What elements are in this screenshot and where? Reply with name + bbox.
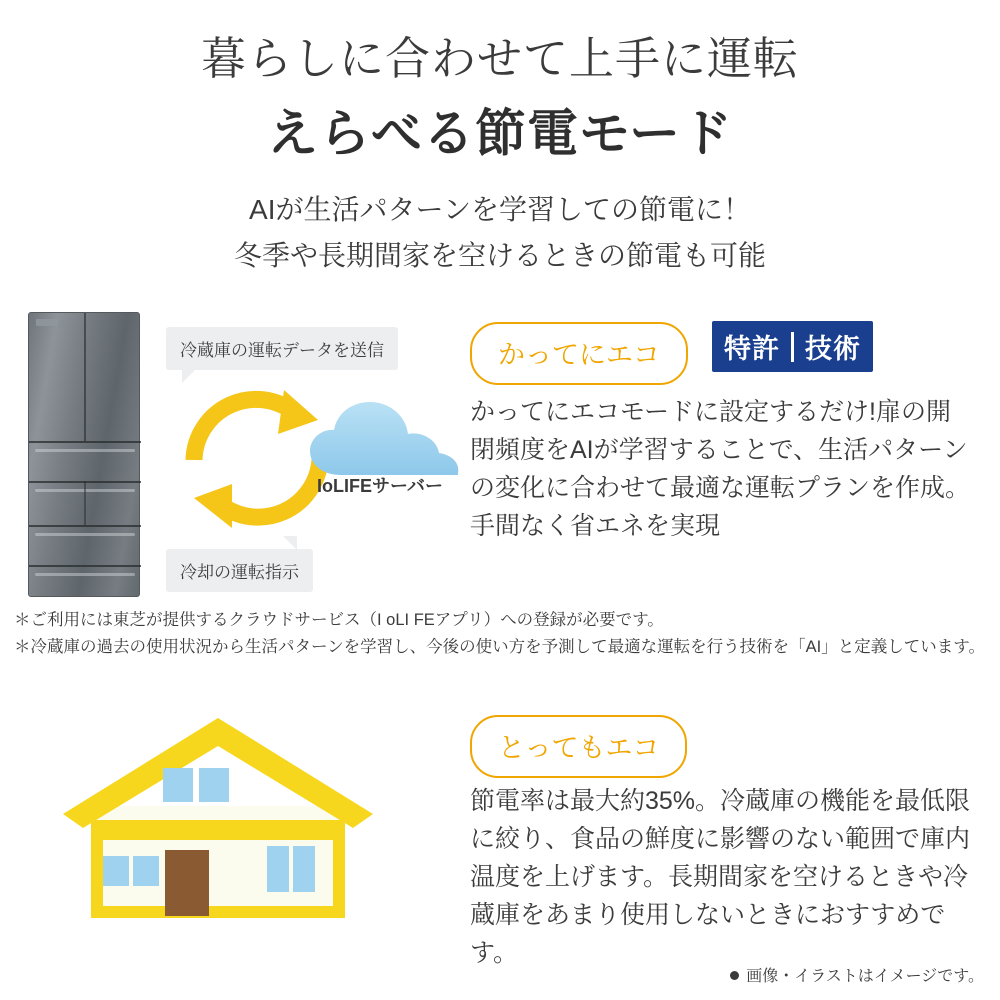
page-title-line2: えらべる節電モード (267, 105, 733, 162)
refrigerator-illustration (28, 312, 140, 597)
fridge-seam (29, 525, 141, 527)
fridge-door-split (84, 481, 86, 525)
callout-cooling-instruction (166, 549, 313, 592)
fridge-door-split (84, 313, 86, 441)
badge-tottemo-eco: とってもエコ (470, 715, 687, 778)
image-disclaimer (730, 963, 984, 986)
patent-badge-right-label: 技術 (805, 334, 861, 364)
subtitle-line2: 冬季や長期間家を空けるときの節電も可能 (233, 240, 766, 271)
subtitle-line1: AIが生活パターンを学習しての節電に！ (249, 194, 751, 225)
patent-badge (712, 321, 873, 372)
page-title-line1: 暮らしに合わせて上手に運転 (200, 33, 799, 84)
callout-send-data (166, 327, 398, 370)
badge-katteni-eco: かってにエコ (470, 322, 688, 385)
cloud-server-icon (300, 395, 470, 481)
callout-send-data-label: 冷蔵庫の運転データを送信 (180, 341, 384, 360)
section1-body-text: かってにエコモードに設定するだけ!扉の開閉頻度をAIが学習することで、生活パターンの変化に合わせて最適な運転プランを作成。手間なく省エネを実現 (470, 398, 971, 540)
fridge-handle (35, 533, 135, 536)
patent-badge-left-label: 特許 (724, 334, 780, 364)
footnote-item: ＊冷蔵庫の過去の使用状況から生活パターンを学習し、今後の使い方を予測して最適な運転を行う技術を「AI」と定義しています。 (14, 638, 985, 657)
image-disclaimer-label: 画像・イラストはイメージです。 (746, 968, 984, 985)
fridge-seam (29, 565, 141, 567)
brand-logo (36, 319, 58, 326)
footnote-list (14, 607, 989, 661)
cloud-server-label: IoLIFEサーバー (316, 476, 444, 496)
house-illustration (55, 710, 385, 930)
footnote-item: ＊ご利用には東芝が提供するクラウドサービス（I oLI FEアプリ）への登録が必要です。 (14, 611, 664, 629)
fridge-seam (29, 441, 141, 443)
bullet-dot-icon (730, 971, 739, 980)
section2-body-text: 節電率は最大約35%。冷蔵庫の機能を最低限に絞り、食品の鮮度に影響のない範囲で庫内温度を上げます。長期間家を空けるときや冷蔵庫をあまり使用しないときにおすすめです。 (470, 787, 971, 967)
callout-cooling-instruction-label: 冷却の運転指示 (180, 563, 299, 582)
section-divider (0, 690, 1000, 691)
fridge-handle (35, 573, 135, 576)
patent-badge-divider (791, 332, 794, 362)
fridge-handle (35, 449, 135, 452)
